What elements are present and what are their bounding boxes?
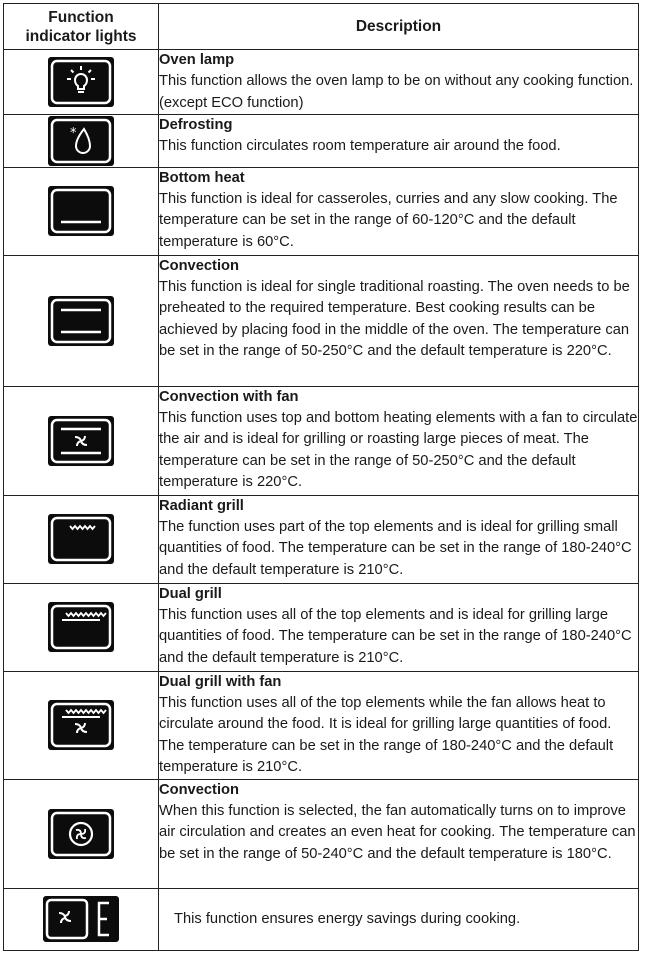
table-row [4,255,639,386]
radiant-grill-icon [48,514,114,564]
row-description: This function uses all of the top elements and is ideal for grilling large quantities of food. The temperature can be set in the range of 180-240°C and the default temperature is 210°C. [159,607,632,666]
row-title: Convection [159,257,239,274]
svg-text:*: * [70,125,77,141]
table-row [4,114,639,167]
row-title: Dual grill with fan [159,673,282,690]
function-indicator-table [3,3,639,951]
header-function: Function indicator lights [4,4,159,50]
row-title: Dual grill [159,585,222,602]
convection-icon [48,296,114,346]
defrost-icon [48,116,114,166]
row-title: Defrosting [159,116,233,133]
dual-grill-fan-icon [48,700,114,750]
table-row [4,386,639,495]
row-title: Convection [159,781,239,798]
eco-fan-icon [43,896,119,942]
table-row [4,888,639,950]
bottom-heat-icon [48,186,114,236]
table-row [4,495,639,583]
row-description: This function is ideal for casseroles, curries and any slow cooking. The temperature can be set in the range of 60-120°C and the default temperature is 60°C. [159,191,618,250]
row-description: When this function is selected, the fan automatically turns on to improve air circulation and creates an even heat for cooking. The temperature can be set in the range of 50-240°C and the default temperature is 180°C. [159,803,636,862]
row-description: This function uses top and bottom heating elements with a fan to circulate the air and is ideal for grilling or roasting large pieces of meat. The temperature can be set in the range of 50-250°C and the default temperature is 220°C. [159,410,638,491]
row-title: Radiant grill [159,497,244,514]
table-header-row [4,4,639,50]
header-description: Description [159,4,639,50]
row-title: Convection with fan [159,388,299,405]
row-description: This function circulates room temperature air around the food. [159,138,561,155]
row-description: This function ensures energy savings during cooking. [174,910,521,927]
table-row [4,167,639,255]
table-row [4,50,639,115]
convection-fan-icon [48,416,114,466]
table-row [4,671,639,779]
convection-ring-fan-icon [48,809,114,859]
oven-lamp-icon [48,57,114,107]
table-row [4,779,639,888]
row-description: This function uses all of the top elements while the fan allows heat to circulate around the food. It is ideal for grilling large quantities of food. The temperature can be set in the range of 180-240°C and the default temperature is 210°C. [159,695,614,776]
dual-grill-icon [48,602,114,652]
row-description: This function is ideal for single traditional roasting. The oven needs to be preheated to the required temperature. Best cooking results can be achieved by placing food in the middle of the oven. The temperature can be set in the range of 50-250°C and the default temperature is 220°C. [159,279,630,360]
row-title: Oven lamp [159,52,235,68]
row-description: This function allows the oven lamp to be on without any cooking function. (except ECO function) [159,73,634,111]
row-title: Bottom heat [159,169,245,186]
row-description: The function uses part of the top elements and is ideal for grilling small quantities of food. The temperature can be set in the range of 180-240°C and the default temperature is 210°C. [159,519,632,578]
table-row [4,583,639,671]
